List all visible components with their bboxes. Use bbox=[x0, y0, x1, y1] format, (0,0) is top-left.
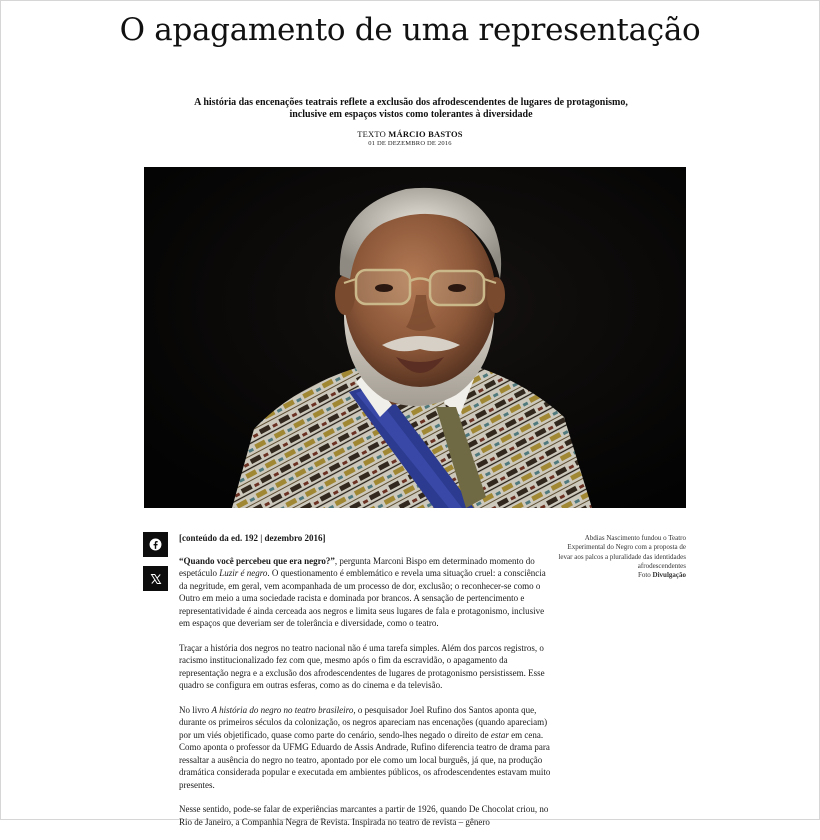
article-headline: O apagamento de uma representação bbox=[119, 12, 701, 48]
x-icon bbox=[150, 573, 162, 585]
text-span: em cena. Como aponta o professor da UFMG Eduardo de Assis Andrade, Rufino diferencia teatro de drama para ressaltar a ausência do negro no teatro, apontado por ele como um local burguês, já que, na produção dramática considerada popular e executada em ambientes públicos, os afrodescendentes estavam muito presentes. bbox=[179, 729, 551, 790]
photo-credit bbox=[556, 571, 686, 580]
credit-label: Foto bbox=[637, 571, 651, 580]
text-span: No livro bbox=[179, 704, 212, 715]
emphasis: estar bbox=[490, 729, 509, 740]
author-name[interactable]: MÁRCIO BASTOS bbox=[388, 129, 463, 139]
caption-text: Abdias Nascimento fundou o Teatro Experimental do Negro com a proposta de levar aos palcos a pluralidade das identidades afrodescendentes bbox=[558, 534, 686, 570]
article-body bbox=[179, 532, 554, 840]
x-share-button[interactable] bbox=[143, 566, 168, 591]
photo-caption bbox=[556, 534, 686, 580]
edition-tag: [conteúdo da ed. 192 | dezembro 2016] bbox=[179, 533, 326, 543]
text-span: , pergunta Marconi Bispo em determinado momento do espetáculo bbox=[179, 555, 535, 578]
text-span: . O questionamento é emblemático e revela uma situação cruel: a consciência da negritude, em geral, vem acompanhada de um processo de dor, exclusão; o reconhecer-se como o Outro em meio a uma sociedade racista e dominada por brancos. A sensação de pertencimento e representatividade é ainda cerceada aos negros e limita seus lugares de fala e protagonismo, inclusive em espaços que deveriam ser de tolerância e diversidade, como o teatro. bbox=[179, 568, 546, 628]
byline bbox=[1, 129, 819, 139]
paragraph-2: Traçar a história dos negros no teatro nacional não é uma tarefa simples. Além dos parcos registros, o racismo institucionalizado fez com que, mesmo após o fim da escravidão, o apagamento da representação negra e a exclusão dos afrodescendentes de lugares de protagonismo persistissem. Esse quadro se configura em outras esferas, como as do cinema e da televisão. bbox=[179, 642, 545, 690]
text-span: , o pesquisador Joel Rufino dos Santos aponta que, durante os primeiros séculos da colonização, os negros apareciam nas encenações (quando apareciam) por um viés objetificado, quase como parte do cenário, sendo-lhes negado o direito de bbox=[179, 704, 548, 740]
quote-lead: “Quando você percebeu que era negro?” bbox=[179, 555, 335, 566]
credit-name: Divulgação bbox=[652, 571, 686, 580]
article-subtitle: A história das encenações teatrais reflete a exclusão dos afrodescendentes de lugares de protagonismo, inclusive em espaços vistos como tolerantes à diversidade bbox=[194, 97, 628, 120]
book-title: A história do negro no teatro brasileiro bbox=[211, 704, 354, 715]
paragraph-4: Nesse sentido, pode-se falar de experiências marcantes a partir de 1926, quando De Chocolat criou, no Rio de Janeiro, a Companhia Negra de Revista. Inspirada no teatro de revista – gênero bbox=[179, 804, 549, 827]
byline-label: TEXTO bbox=[357, 129, 386, 139]
paragraph-3 bbox=[179, 704, 554, 792]
facebook-icon bbox=[149, 538, 162, 551]
facebook-share-button[interactable] bbox=[143, 532, 168, 557]
paragraph-1 bbox=[179, 555, 554, 630]
share-bar bbox=[143, 532, 168, 600]
publish-date: 01 DE DEZEMBRO DE 2016 bbox=[368, 140, 452, 147]
article-photo bbox=[144, 167, 686, 508]
play-title: Luzir é negro bbox=[219, 568, 268, 578]
